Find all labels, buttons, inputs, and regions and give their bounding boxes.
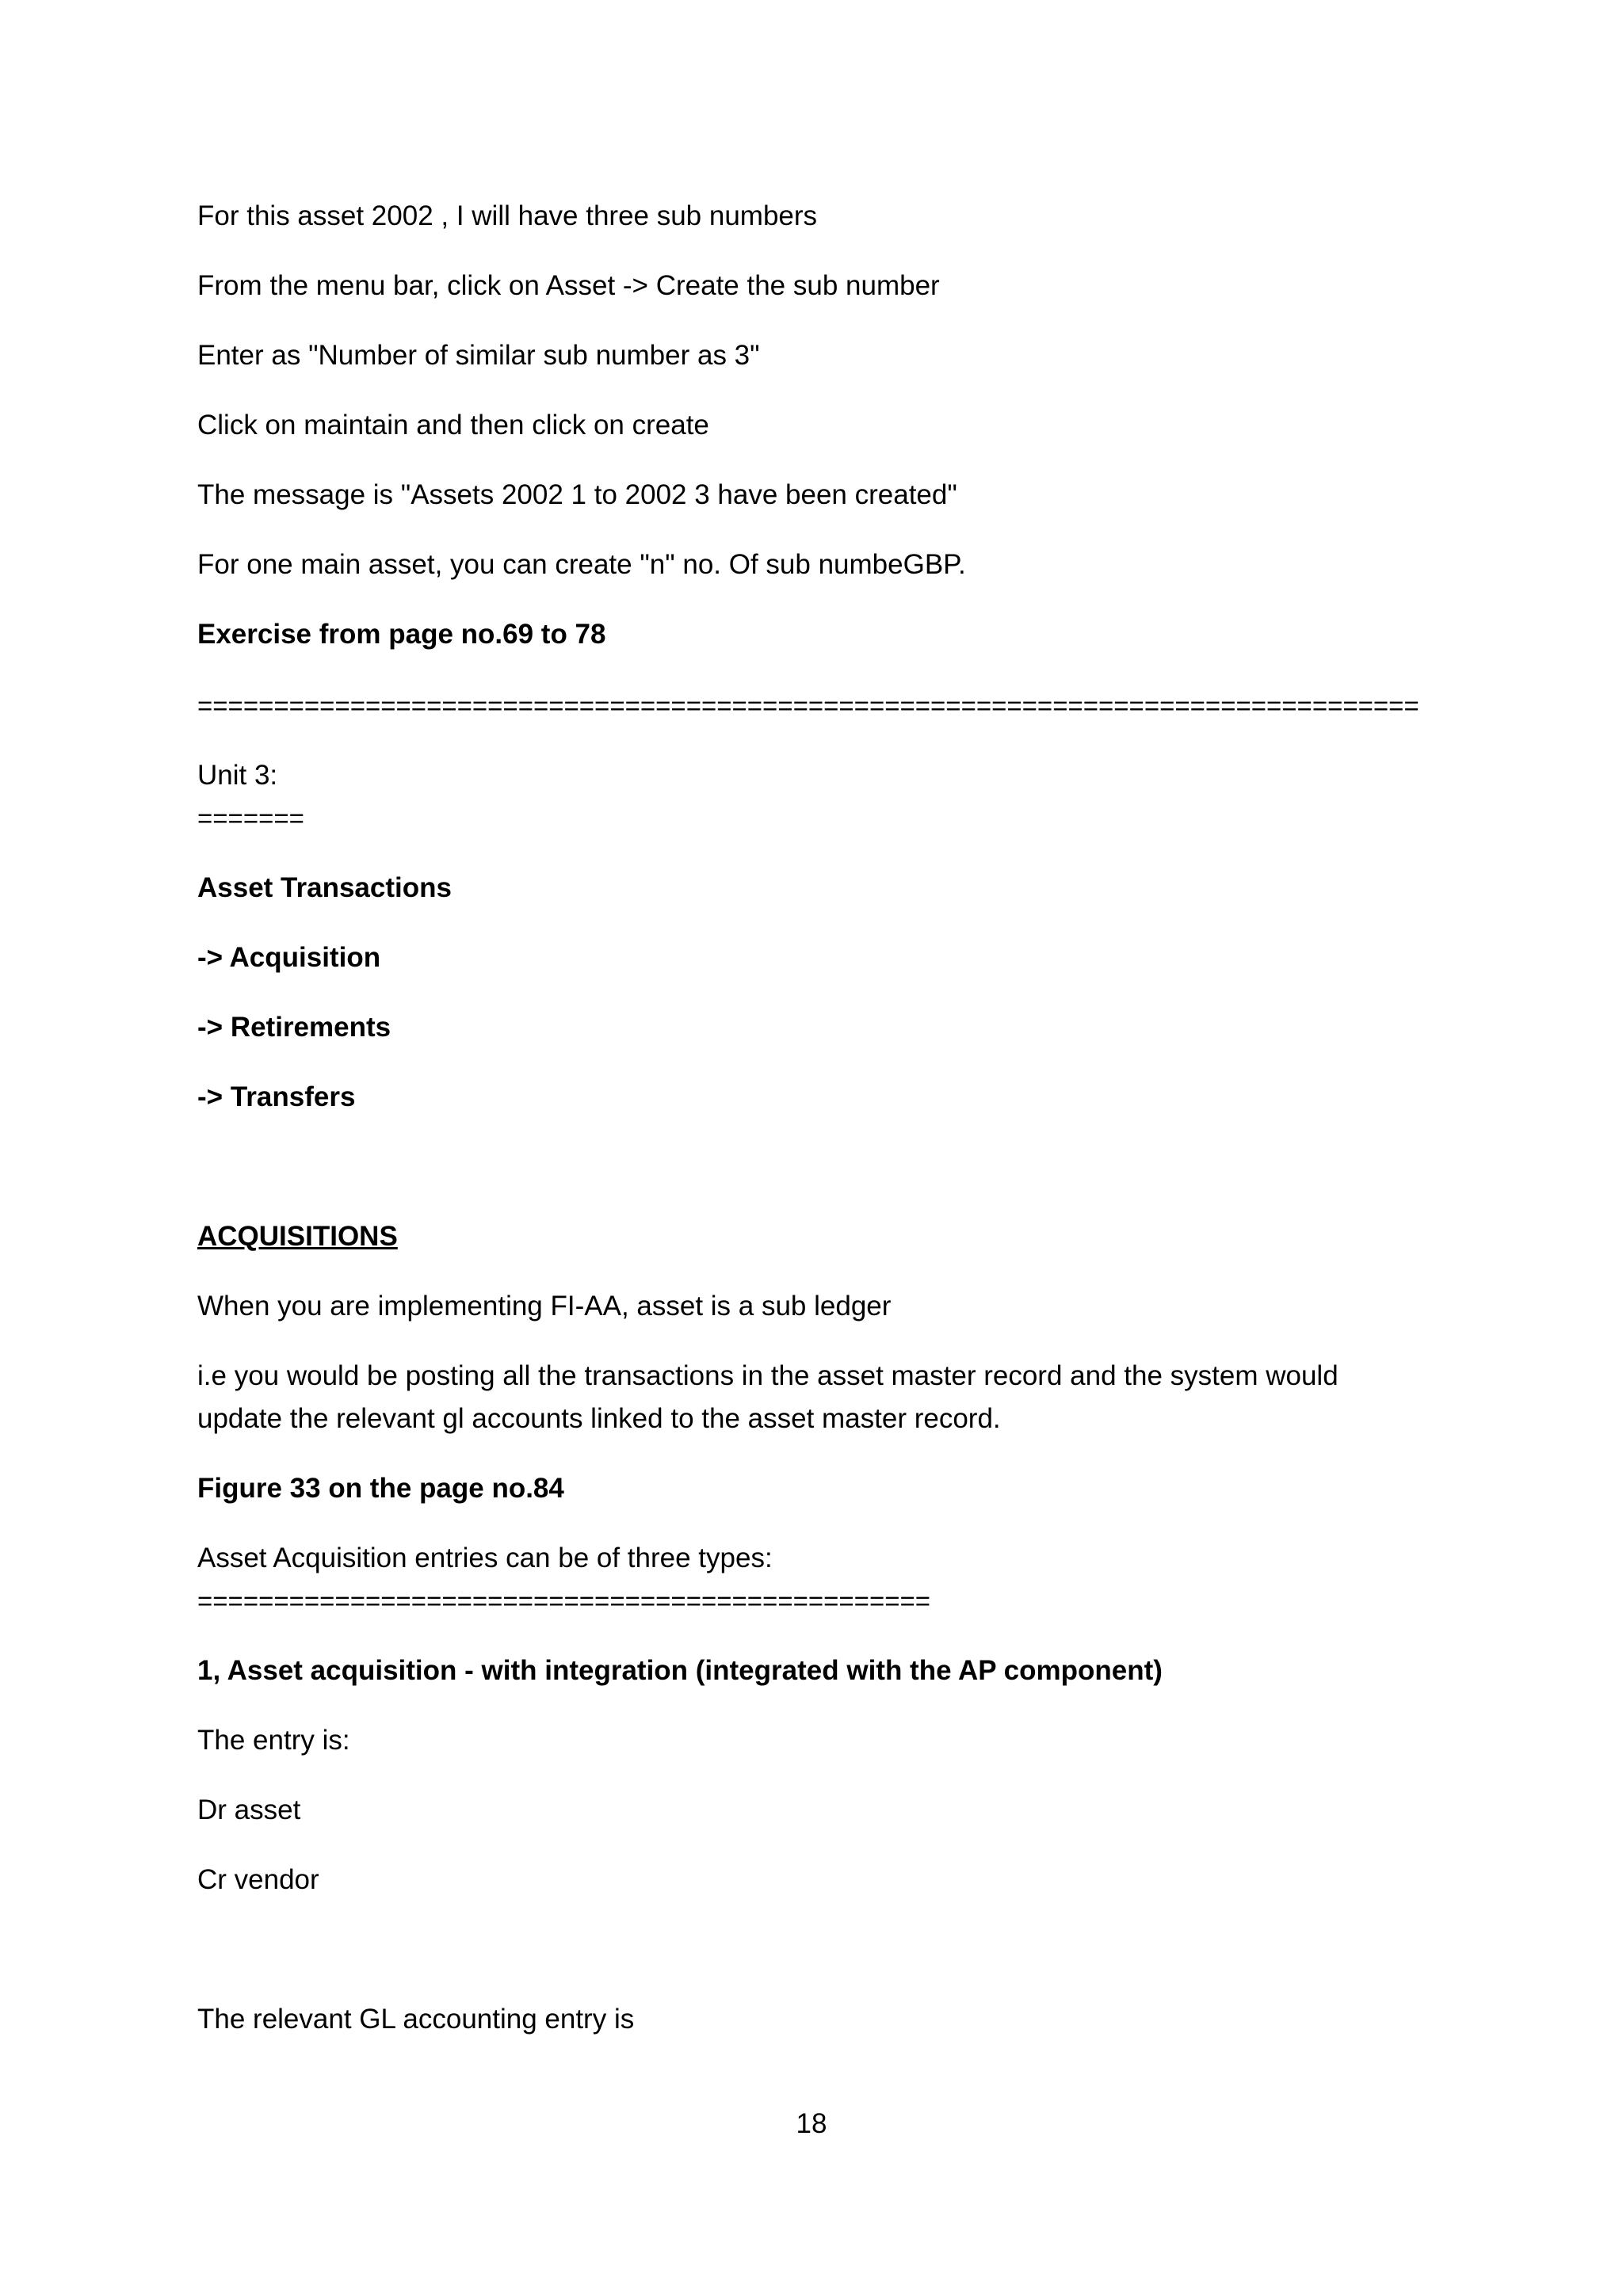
transaction-item: -> Transfers: [197, 1081, 356, 1112]
acquisitions-heading: ACQUISITIONS: [197, 1221, 398, 1252]
acquisition-type-heading: 1, Asset acquisition - with integration (integrated with the AP component): [197, 1655, 1163, 1686]
text-line: Cr vendor: [197, 1864, 319, 1895]
text-line: For one main asset, you can create "n" no. Of sub numbeGBP.: [197, 549, 966, 580]
separator-line: ================================================: [197, 1586, 931, 1615]
text-line: update the relevant gl accounts linked to the asset master record.: [197, 1403, 1001, 1434]
text-line: Dr asset: [197, 1794, 301, 1825]
separator-line: ================================================================================: [197, 691, 1419, 720]
text-line: Asset Acquisition entries can be of three types:: [197, 1543, 773, 1573]
text-line: Click on maintain and then click on create: [197, 410, 709, 441]
text-line: From the menu bar, click on Asset -> Create the sub number: [197, 270, 940, 301]
transaction-item: -> Retirements: [197, 1012, 391, 1043]
unit-title: Unit 3:: [197, 760, 278, 791]
figure-reference: Figure 33 on the page no.84: [197, 1473, 564, 1504]
exercise-heading: Exercise from page no.69 to 78: [197, 619, 606, 650]
transaction-item: -> Acquisition: [197, 942, 381, 973]
section-heading: Asset Transactions: [197, 872, 452, 903]
page-number: 18: [796, 2108, 827, 2139]
text-line: The message is "Assets 2002 1 to 2002 3 have been created": [197, 479, 957, 510]
text-line: Enter as "Number of similar sub number as 3": [197, 340, 760, 371]
unit-underline: =======: [197, 803, 304, 833]
text-line: For this asset 2002 , I will have three sub numbers: [197, 200, 818, 231]
text-line: The relevant GL accounting entry is: [197, 2004, 635, 2035]
text-line: The entry is:: [197, 1725, 350, 1756]
text-line: i.e you would be posting all the transactions in the asset master record and the system would: [197, 1360, 1338, 1391]
text-line: When you are implementing FI-AA, asset is a sub ledger: [197, 1291, 892, 1322]
